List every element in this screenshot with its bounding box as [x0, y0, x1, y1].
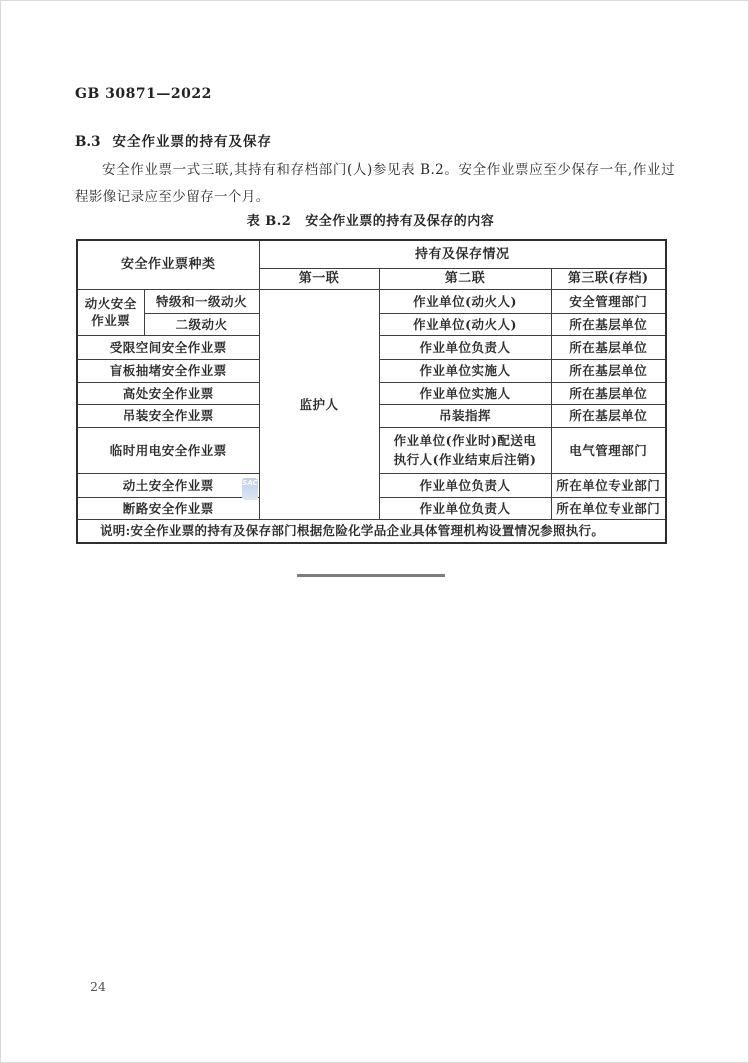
cell-copy3: 所在基层单位	[551, 382, 666, 404]
table-b2	[76, 239, 667, 544]
cell-copy2: 作业单位实施人	[379, 359, 551, 382]
cell-copy3: 电气管理部门	[551, 427, 666, 473]
cell-ticket-type: 盲板抽堵安全作业票	[77, 359, 259, 382]
body-paragraph: 安全作业票一式三联,其持有和存档部门(人)参见表 B.2。安全作业票应至少保存一年,作业过程影像记录应至少留存一个月。	[75, 162, 675, 205]
cell-copy2: 作业单位负责人	[379, 335, 551, 359]
cell-ticket-type: 断路安全作业票	[77, 497, 259, 519]
header-ticket-type: 安全作业票种类	[77, 240, 259, 289]
cell-copy3: 所在单位专业部门	[551, 473, 666, 497]
cell-copy2: 作业单位负责人	[379, 473, 551, 497]
cell-hot-work-group: 动火安全作业票	[77, 289, 144, 335]
header-copy1: 第一联	[259, 268, 379, 289]
cell-ticket-type: 高处安全作业票	[77, 382, 259, 404]
table-caption-label: 表 B.2	[246, 214, 292, 229]
cell-copy2: 作业单位(动火人)	[379, 289, 551, 313]
end-separator-line	[297, 574, 445, 577]
cell-copy2-line1: 作业单位(作业时)配送电	[393, 433, 537, 448]
table-header-row-1	[77, 240, 666, 268]
section-title: 安全作业票的持有及保存	[112, 134, 273, 150]
cell-copy3: 所在基层单位	[551, 313, 666, 335]
table-note: 说明:安全作业票的持有及保存部门根据危险化学品企业具体管理机构设置情况参照执行。	[77, 519, 666, 543]
cell-copy2: 作业单位负责人	[379, 497, 551, 519]
cell-copy3: 所在基层单位	[551, 404, 666, 427]
header-hold-and-save: 持有及保存情况	[259, 240, 666, 268]
page-number: 24	[90, 979, 106, 994]
cell-ticket-type: 受限空间安全作业票	[77, 335, 259, 359]
cell-copy1-holder: 监护人	[259, 289, 379, 519]
cell-ticket-type: 临时用电安全作业票	[77, 427, 259, 473]
header-copy2: 第二联	[379, 268, 551, 289]
cell-copy3: 所在单位专业部门	[551, 497, 666, 519]
header-copy3: 第三联(存档)	[551, 268, 666, 289]
cell-ticket-type: 动土安全作业票	[77, 473, 259, 497]
table-caption	[76, 210, 665, 229]
cell-copy2-line2: 执行人(作业结束后注销)	[393, 452, 537, 467]
section-heading	[75, 130, 272, 150]
cell-copy3: 所在基层单位	[551, 335, 666, 359]
cell-copy2: 作业单位实施人	[379, 382, 551, 404]
cell-copy2: 作业单位(动火人)	[379, 313, 551, 335]
cell-copy3: 安全管理部门	[551, 289, 666, 313]
table-row	[77, 289, 666, 313]
table-note-row	[77, 519, 666, 543]
cell-copy2: 吊装指挥	[379, 404, 551, 427]
cell-hot-work-sub: 特级和一级动火	[144, 289, 259, 313]
doc-number: GB 30871—2022	[75, 86, 212, 102]
table-caption-title: 安全作业票的持有及保存的内容	[305, 214, 495, 229]
cell-hot-work-sub: 二级动火	[144, 313, 259, 335]
sac-watermark: SAC	[242, 478, 258, 500]
cell-copy3: 所在基层单位	[551, 359, 666, 382]
cell-copy2	[379, 427, 551, 473]
section-number: B.3	[75, 134, 101, 150]
cell-ticket-type: 吊装安全作业票	[77, 404, 259, 427]
